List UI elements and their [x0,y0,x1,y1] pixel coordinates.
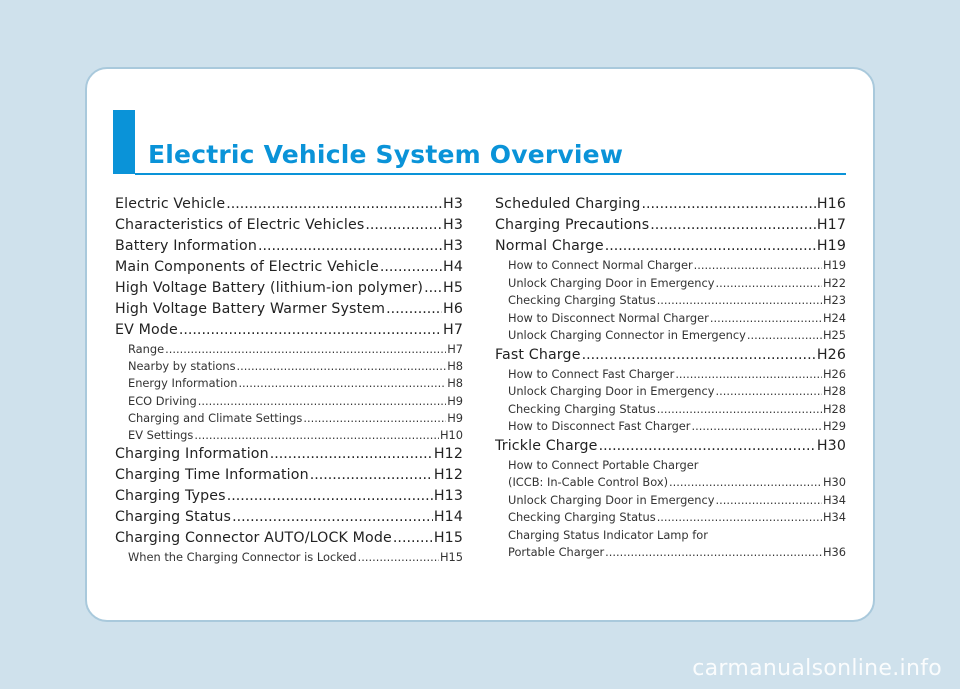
toc-entry[interactable] [115,236,463,257]
toc-subentry[interactable] [495,474,846,492]
toc-left-column [115,194,463,566]
toc-entry-title: Electric Vehicle [115,196,226,212]
toc-entry[interactable] [115,299,463,320]
toc-subentry[interactable] [115,427,463,444]
toc-entry-title: Unlock Charging Door in Emergency [508,275,715,290]
toc-entry-title: Main Components of Electric Vehicle [115,259,379,275]
dot-leader [358,549,439,566]
toc-entry[interactable] [115,465,463,486]
toc-page-number: H26 [816,346,846,363]
toc-page-number: H6 [443,301,463,317]
toc-entry-title: Range [128,342,165,356]
toc-entry-title: EV Mode [115,322,178,338]
dot-leader [747,327,822,345]
toc-page-number: H19 [816,238,846,254]
toc-entry[interactable] [495,194,846,215]
toc-page-number: H15 [433,530,463,547]
dot-leader [238,375,446,392]
toc-entry-title: Charging Time Information [115,467,309,484]
toc-page-number: H28 [822,401,846,416]
dot-leader [692,418,822,436]
toc-entry-title: Normal Charge [495,238,604,254]
toc-right-column [495,194,846,562]
toc-entry-title: Charging Types [115,488,226,505]
dot-leader [642,194,816,215]
toc-entry-title: (ICCB: In-Cable Control Box) [508,475,669,489]
toc-page-number: H34 [822,492,846,507]
toc-subentry[interactable] [495,327,846,345]
toc-entry[interactable] [115,320,463,341]
toc-page-number: H8 [447,359,463,374]
dot-leader [716,275,822,293]
toc-subentry[interactable] [495,418,846,436]
title-accent-bar [113,110,135,174]
page-title: Electric Vehicle System Overview [148,140,624,169]
dot-leader [393,528,433,549]
dot-leader [227,486,433,507]
toc-page-number: H23 [822,293,846,307]
toc-entry[interactable] [495,236,846,257]
toc-entry-title: Checking Charging Status [508,293,656,307]
dot-leader [675,366,822,384]
toc-entry[interactable] [115,528,463,549]
toc-entry[interactable] [115,444,463,465]
toc-subentry[interactable] [115,341,463,358]
toc-entry-title: Charging Status [115,509,232,526]
toc-entry-title: Unlock Charging Connector in Emergency [508,328,746,342]
toc-page-number: H29 [822,419,846,433]
toc-entry-title: Charging Precautions [495,217,650,233]
toc-entry-title: How to Disconnect Normal Charger [508,310,709,325]
toc-subentry[interactable] [495,366,846,384]
toc-entry[interactable] [495,345,846,366]
toc-subentry[interactable] [495,509,846,527]
dot-leader [605,236,816,257]
toc-entry-title: Charging Information [115,446,269,463]
dot-leader [605,544,822,562]
toc-page-number: H12 [433,446,463,463]
toc-subentry[interactable] [495,257,846,275]
dot-leader [380,257,442,278]
toc-subentry[interactable] [495,492,846,510]
toc-subentry-heading[interactable] [495,457,846,475]
toc-entry-title: When the Charging Connector is Locked [128,550,357,565]
dot-leader [716,492,822,510]
toc-page-number: H25 [822,328,846,342]
toc-subentry[interactable] [495,544,846,562]
toc-entry-title: Energy Information [128,376,238,391]
toc-entry[interactable] [495,215,846,236]
toc-page-number: H8 [447,376,463,391]
dot-leader [226,194,442,215]
toc-entry-title: Fast Charge [495,346,581,363]
dot-leader [582,345,816,366]
toc-entry-title: Checking Charging Status [508,510,656,524]
toc-entry-title: High Voltage Battery (lithium-ion polymer) [115,280,424,296]
toc-entry[interactable] [115,215,463,236]
toc-page-number: H30 [822,475,846,489]
toc-entry-title: Trickle Charge [495,437,598,454]
dot-leader [232,507,433,528]
toc-page-number: H24 [822,310,846,325]
dot-leader [194,427,439,444]
toc-entry-title: Battery Information [115,238,257,254]
toc-page-number: H10 [439,427,463,442]
toc-entry-title: How to Connect Normal Charger [508,258,693,272]
toc-entry-title: How to Connect Fast Charger [508,366,675,381]
dot-leader [716,383,822,401]
toc-subentry[interactable] [115,549,463,566]
toc-subentry[interactable] [495,292,846,310]
toc-entry-title: Checking Charging Status [508,401,656,416]
toc-subentry[interactable] [495,310,846,328]
toc-entry[interactable] [115,194,463,215]
toc-entry[interactable] [115,278,463,299]
toc-entry-title: Unlock Charging Door in Emergency [508,492,715,507]
dot-leader [657,292,822,310]
toc-entry-title: ECO Driving [128,393,197,408]
toc-entry[interactable] [115,507,463,528]
toc-entry[interactable] [115,486,463,507]
dot-leader [270,444,433,465]
toc-page-number: H30 [816,437,846,454]
dot-leader [237,358,447,375]
dot-leader [657,509,822,527]
toc-page-number: H9 [447,393,463,408]
toc-page-number: H3 [443,196,463,212]
title-underline [135,173,846,175]
dot-leader [198,393,446,410]
dot-leader [657,401,822,419]
toc-entry-title: How to Connect Portable Charger [508,457,699,472]
dot-leader [386,299,442,320]
toc-subentry[interactable] [495,401,846,419]
toc-entry[interactable] [495,436,846,457]
dot-leader [424,278,442,299]
toc-page-number: H5 [443,280,463,296]
dot-leader [599,436,816,457]
dot-leader [165,341,446,358]
toc-page-number: H4 [443,259,463,275]
toc-page-number: H14 [433,509,463,526]
toc-subentry[interactable] [115,393,463,410]
toc-entry-title: EV Settings [128,427,194,442]
toc-page-number: H28 [822,384,846,398]
toc-subentry[interactable] [115,358,463,375]
dot-leader [310,465,433,486]
toc-entry-title: How to Disconnect Fast Charger [508,419,691,433]
toc-page-number: H7 [447,342,463,356]
toc-page-number: H3 [443,238,463,254]
toc-entry-title: Charging Status Indicator Lamp for [508,527,708,542]
toc-page-number: H26 [822,366,846,381]
toc-entry-title: Characteristics of Electric Vehicles [115,217,365,233]
toc-entry-title: Scheduled Charging [495,196,641,212]
toc-page-number: H7 [443,322,463,338]
toc-page-number: H12 [433,467,463,484]
toc-page-number: H22 [822,275,846,290]
toc-page-number: H17 [816,217,846,233]
toc-page-number: H15 [439,550,463,565]
dot-leader [710,310,822,328]
toc-entry-title: Nearby by stations [128,359,236,374]
toc-entry-title: Charging Connector AUTO/LOCK Mode [115,530,392,547]
toc-entry[interactable] [115,257,463,278]
toc-page-number: H3 [443,217,463,233]
dot-leader [179,320,442,341]
toc-entry-title: High Voltage Battery Warmer System [115,301,386,317]
toc-subentry-heading[interactable] [495,527,846,545]
toc-subentry[interactable] [115,375,463,392]
toc-page-number: H34 [822,510,846,524]
toc-page-number: H36 [822,545,846,559]
toc-page-number: H16 [816,196,846,212]
toc-entry-title: Portable Charger [508,545,605,559]
toc-subentry[interactable] [495,383,846,401]
dot-leader [694,257,822,275]
toc-page-number: H13 [433,488,463,505]
toc-subentry[interactable] [115,410,463,427]
toc-entry-title: Charging and Climate Settings [128,410,303,425]
dot-leader [303,410,446,427]
dot-leader [258,236,442,257]
toc-page-number: H19 [822,258,846,272]
dot-leader [650,215,816,236]
toc-subentry[interactable] [495,275,846,293]
dot-leader [365,215,442,236]
toc-entry-title: Unlock Charging Door in Emergency [508,384,715,398]
toc-page-number: H9 [447,410,463,425]
dot-leader [669,474,822,492]
watermark: carmanualsonline.info [692,656,942,681]
